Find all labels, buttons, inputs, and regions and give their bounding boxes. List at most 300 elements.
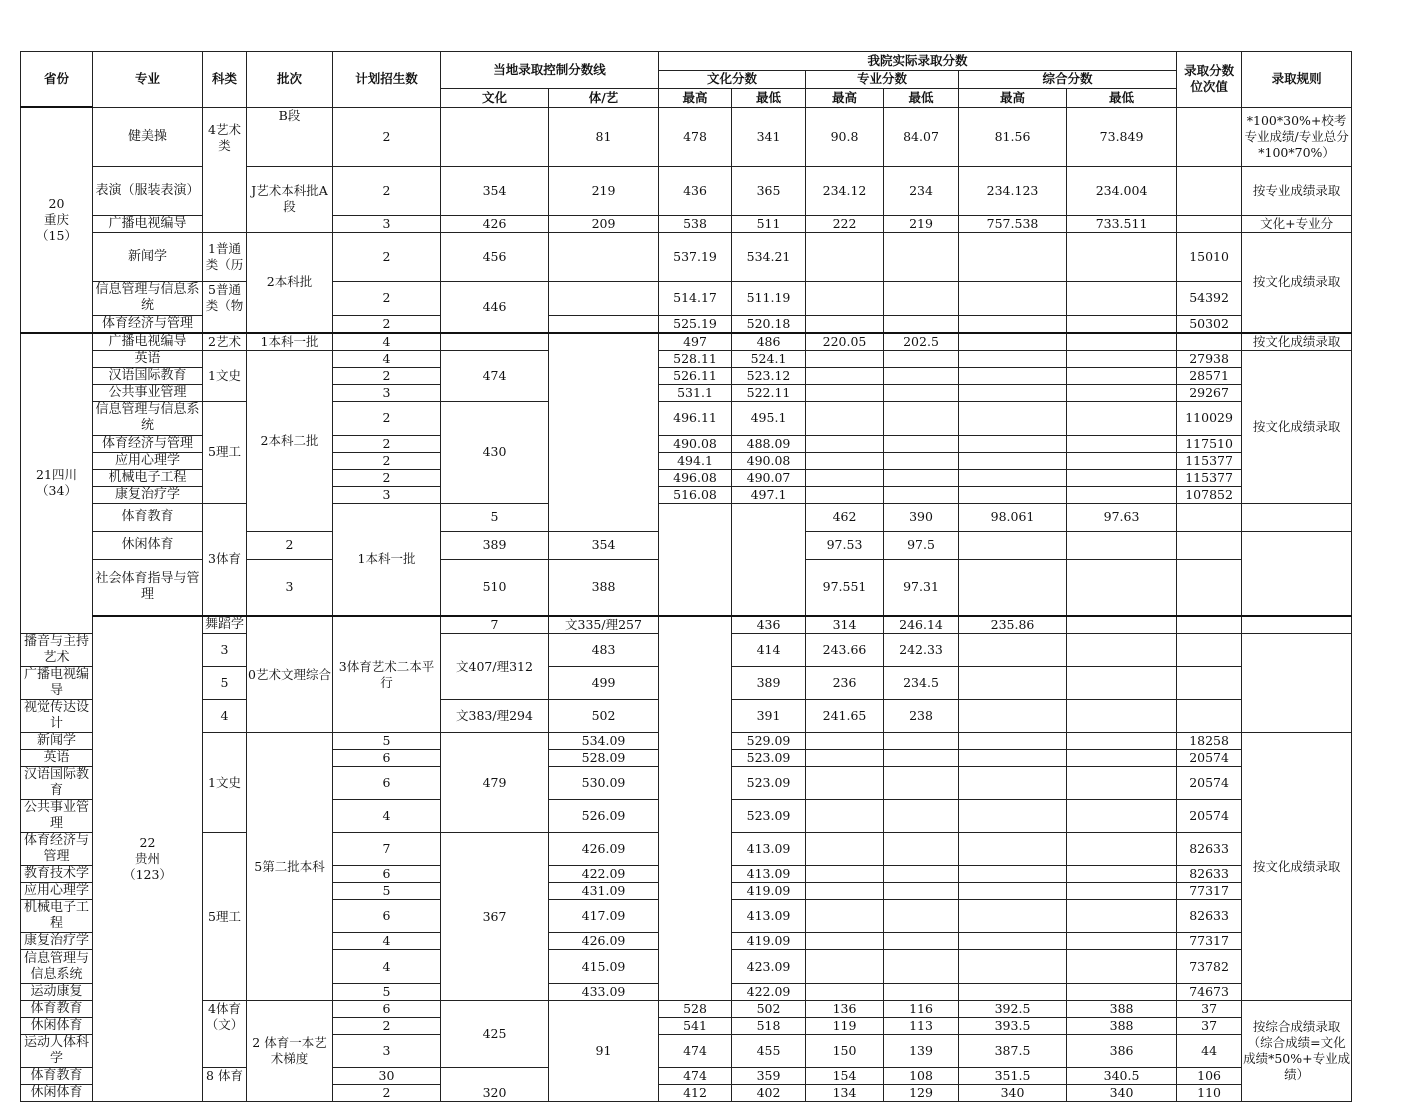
total-low-cell [1067, 767, 1177, 800]
culture-high-cell: 478 [659, 107, 732, 166]
culture-low-cell: 391 [732, 700, 806, 733]
batch-cell: 2 体育一本艺术梯度 [247, 1001, 333, 1102]
major-low-cell: 139 [884, 1035, 959, 1068]
major-high-cell: 243.66 [806, 634, 884, 667]
plan-cell: 5 [441, 503, 549, 531]
major-cell: 机械电子工程 [21, 900, 93, 933]
total-high-cell [959, 750, 1067, 767]
culture-high-cell: 502 [549, 700, 659, 733]
culture-line-cell: 430 [441, 401, 549, 503]
major-low-cell [884, 486, 959, 503]
culture-high-cell: 496.11 [659, 401, 732, 435]
col-batch: 批次 [247, 52, 333, 108]
total-low-cell [1067, 367, 1177, 384]
col-culture-score: 文化分数 [659, 70, 806, 89]
category-cell: 1文史 [203, 350, 247, 401]
major-high-cell [806, 733, 884, 750]
art-line-cell: 219 [549, 166, 659, 215]
major-high-cell: 98.061 [959, 503, 1067, 531]
major-high-cell: 150 [806, 1035, 884, 1068]
major-cell: 信息管理与信息系统 [93, 281, 203, 315]
culture-low-cell: 488.09 [732, 435, 806, 452]
major-high-cell: 236 [806, 667, 884, 700]
major-low-cell [884, 767, 959, 800]
total-low-cell [1067, 315, 1177, 333]
total-low-cell [1067, 634, 1177, 667]
culture-high-cell: 426.09 [549, 933, 659, 950]
culture-high-cell: 494.1 [659, 452, 732, 469]
total-low-cell [1067, 232, 1177, 281]
culture-low-cell: 422.09 [732, 984, 806, 1001]
major-high-cell: 97.551 [806, 559, 884, 616]
total-high-cell [959, 900, 1067, 933]
culture-high-cell: 537.19 [659, 232, 732, 281]
total-high-cell [959, 315, 1067, 333]
culture-high-cell: 538 [659, 215, 732, 232]
plan-cell: 2 [333, 166, 441, 215]
rule-cell: 按专业成绩录取 [1242, 166, 1352, 215]
table-row [21, 401, 1352, 435]
rank-cell: 82633 [1177, 866, 1242, 883]
major-high-cell [806, 767, 884, 800]
major-low-cell [884, 933, 959, 950]
culture-line-cell: 文383/理294 [441, 700, 549, 733]
rule-cell: 按文化成绩录取 [1242, 350, 1352, 503]
major-cell: 体育教育 [21, 1068, 93, 1085]
major-cell: 体育经济与管理 [93, 315, 203, 333]
major-low-cell: 242.33 [884, 634, 959, 667]
culture-high-cell: 526.11 [659, 367, 732, 384]
plan-cell: 3 [203, 634, 247, 667]
total-low-cell: 340 [1067, 1085, 1177, 1102]
rank-cell: 37 [1177, 1001, 1242, 1018]
plan-cell: 5 [333, 733, 441, 750]
plan-cell: 2 [333, 281, 441, 315]
table-row [21, 281, 1352, 315]
culture-high-cell: 510 [441, 559, 549, 616]
col-art-line: 体/艺 [549, 89, 659, 108]
culture-high-cell: 528 [659, 1001, 732, 1018]
rank-cell: 54392 [1177, 281, 1242, 315]
culture-line-cell: 425 [441, 1001, 549, 1068]
culture-high-cell: 415.09 [549, 950, 659, 984]
total-high-cell [959, 486, 1067, 503]
total-low-cell [1067, 833, 1177, 866]
category-cell: 5普通类（物 [203, 281, 247, 333]
batch-cell: 3体育艺术二本平行 [333, 616, 441, 733]
total-low-cell: 388 [1067, 1018, 1177, 1035]
culture-line-cell: 367 [441, 833, 549, 1001]
culture-high-cell: 534.09 [549, 733, 659, 750]
culture-high-cell: 462 [806, 503, 884, 531]
col-control-line: 当地录取控制分数线 [441, 52, 659, 89]
rank-cell: 44 [1177, 1035, 1242, 1068]
plan-cell: 6 [333, 767, 441, 800]
culture-low-cell: 341 [732, 107, 806, 166]
culture-high-cell: 516.08 [659, 486, 732, 503]
major-low-cell [884, 384, 959, 401]
culture-low-cell: 511 [732, 215, 806, 232]
plan-cell: 2 [333, 401, 441, 435]
major-cell: 休闲体育 [93, 531, 203, 559]
culture-low-cell: 419.09 [732, 883, 806, 900]
total-low-cell [1067, 866, 1177, 883]
major-high-cell [806, 367, 884, 384]
rank-cell: 73782 [1177, 950, 1242, 984]
total-low-cell [1067, 883, 1177, 900]
culture-low-cell: 490.07 [732, 469, 806, 486]
plan-cell: 4 [333, 933, 441, 950]
plan-cell: 7 [441, 616, 549, 634]
major-cell: 健美操 [93, 107, 203, 166]
culture-high-cell: 530.09 [549, 767, 659, 800]
rank-cell: 74673 [1177, 984, 1242, 1001]
total-low-cell [1067, 933, 1177, 950]
total-high-cell [959, 384, 1067, 401]
total-high-cell [959, 350, 1067, 367]
col-culture-low: 最低 [732, 89, 806, 108]
plan-cell: 2 [247, 531, 333, 559]
major-cell: 英语 [21, 750, 93, 767]
art-line-cell [732, 503, 806, 616]
plan-cell: 2 [333, 469, 441, 486]
plan-cell: 2 [333, 1018, 441, 1035]
batch-cell: 5第二批本科 [247, 733, 333, 1001]
rank-cell: 29267 [1177, 384, 1242, 401]
plan-cell: 4 [333, 333, 441, 351]
major-cell: 舞蹈学 [203, 616, 247, 634]
culture-high-cell: 499 [549, 667, 659, 700]
major-cell: 体育教育 [21, 1001, 93, 1018]
total-low-cell [1067, 950, 1177, 984]
major-low-cell [884, 950, 959, 984]
total-high-cell [959, 767, 1067, 800]
major-high-cell [806, 435, 884, 452]
major-cell: 休闲体育 [21, 1085, 93, 1102]
total-high-cell [959, 800, 1067, 833]
culture-line-cell: 426 [441, 215, 549, 232]
total-low-cell [1067, 384, 1177, 401]
major-low-cell [884, 866, 959, 883]
culture-low-cell: 529.09 [732, 733, 806, 750]
culture-low-cell: 365 [732, 166, 806, 215]
major-cell: 新闻学 [21, 733, 93, 750]
admission-scores-document [20, 51, 1352, 1102]
col-province: 省份 [21, 52, 93, 108]
rank-cell: 28571 [1177, 367, 1242, 384]
plan-cell: 2 [333, 367, 441, 384]
major-high-cell [806, 833, 884, 866]
culture-low-cell: 423.09 [732, 950, 806, 984]
plan-cell: 6 [333, 866, 441, 883]
total-low-cell [1067, 984, 1177, 1001]
total-high-cell [959, 833, 1067, 866]
culture-low-cell: 388 [549, 559, 659, 616]
culture-high-cell: 474 [659, 1068, 732, 1085]
culture-high-cell: 431.09 [549, 883, 659, 900]
rank-cell [1242, 616, 1352, 634]
plan-cell: 2 [333, 232, 441, 281]
major-high-cell: 234.12 [806, 166, 884, 215]
batch-cell: 1本科一批 [333, 503, 441, 616]
culture-low-cell: 490.08 [732, 452, 806, 469]
culture-high-cell: 412 [659, 1085, 732, 1102]
culture-high-cell: 541 [659, 1018, 732, 1035]
batch-cell: B段 [247, 107, 333, 166]
total-high-cell [959, 733, 1067, 750]
culture-line-cell [441, 107, 549, 166]
culture-high-cell: 526.09 [549, 800, 659, 833]
major-cell: 广播电视编导 [93, 215, 203, 232]
table-row [21, 107, 1352, 166]
total-high-cell [959, 531, 1067, 559]
culture-high-cell: 436 [732, 616, 806, 634]
category-cell: 4体育（文） [203, 1001, 247, 1068]
plan-cell: 5 [333, 883, 441, 900]
total-low-cell [1067, 350, 1177, 367]
batch-cell: 1本科一批 [247, 333, 333, 351]
major-low-cell [884, 800, 959, 833]
plan-cell: 4 [333, 800, 441, 833]
total-low-cell: 234.004 [1067, 166, 1177, 215]
culture-low-cell: 486 [732, 333, 806, 351]
province-cell: 20 重庆 （15） [21, 107, 93, 333]
category-cell: 0艺术文理综合 [247, 616, 333, 733]
plan-cell: 3 [333, 1035, 441, 1068]
major-high-cell [806, 452, 884, 469]
table-row [21, 1001, 1352, 1018]
plan-cell: 2 [333, 315, 441, 333]
rank-cell: 20574 [1177, 800, 1242, 833]
rule-cell: 按文化成绩录取 [1242, 333, 1352, 351]
major-low-cell [884, 435, 959, 452]
total-high-cell [959, 933, 1067, 950]
art-line-cell: 81 [549, 107, 659, 166]
major-cell: 康复治疗学 [93, 486, 203, 503]
total-low-cell [1067, 469, 1177, 486]
major-high-cell: 222 [806, 215, 884, 232]
culture-high-cell: 426.09 [549, 833, 659, 866]
total-high-cell: 340 [959, 1085, 1067, 1102]
total-high-cell: 351.5 [959, 1068, 1067, 1085]
major-cell: 休闲体育 [21, 1018, 93, 1035]
total-low-cell [1067, 333, 1177, 351]
plan-cell: 4 [333, 350, 441, 367]
culture-high-cell: 528.11 [659, 350, 732, 367]
total-low-cell: 733.511 [1067, 215, 1177, 232]
major-low-cell [884, 350, 959, 367]
major-high-cell [806, 315, 884, 333]
plan-cell: 5 [203, 667, 247, 700]
culture-line-cell: 320 [441, 1068, 549, 1102]
culture-high-cell: 531.1 [659, 384, 732, 401]
rank-cell: 110 [1177, 1085, 1242, 1102]
major-cell: 汉语国际教育 [21, 767, 93, 800]
culture-high-cell: 483 [549, 634, 659, 667]
art-line-cell [549, 281, 659, 315]
col-category: 科类 [203, 52, 247, 108]
rank-cell: 117510 [1177, 435, 1242, 452]
major-high-cell [806, 401, 884, 435]
major-high-cell [806, 950, 884, 984]
culture-line-cell: 479 [441, 733, 549, 833]
culture-line-cell: 474 [441, 350, 549, 401]
total-high-cell [959, 700, 1067, 733]
major-cell: 应用心理学 [93, 452, 203, 469]
major-high-cell [806, 232, 884, 281]
art-line-cell [549, 315, 659, 333]
major-cell: 广播电视编导 [93, 333, 203, 351]
major-high-cell: 136 [806, 1001, 884, 1018]
major-low-cell: 219 [884, 215, 959, 232]
rank-cell: 18258 [1177, 733, 1242, 750]
culture-high-cell: 389 [441, 531, 549, 559]
province-cell: 22 贵州 （123） [93, 616, 203, 1102]
rank-cell [1177, 700, 1242, 733]
culture-low-cell: 414 [732, 634, 806, 667]
col-major-score: 专业分数 [806, 70, 959, 89]
culture-high-cell: 528.09 [549, 750, 659, 767]
col-culture-line: 文化 [441, 89, 549, 108]
culture-line-cell: 456 [441, 232, 549, 281]
total-low-cell [1242, 503, 1352, 531]
rank-cell: 107852 [1177, 486, 1242, 503]
table-row [21, 503, 1352, 531]
major-high-cell [806, 486, 884, 503]
total-high-cell [959, 559, 1067, 616]
plan-cell: 30 [333, 1068, 441, 1085]
table-row [21, 350, 1352, 367]
rank-cell [1177, 559, 1242, 616]
total-low-cell [1067, 700, 1177, 733]
art-line-cell: 209 [549, 215, 659, 232]
major-cell: 体育经济与管理 [93, 435, 203, 452]
rank-cell [1177, 634, 1242, 667]
major-high-cell: 134 [806, 1085, 884, 1102]
total-high-cell [1067, 616, 1177, 634]
plan-cell: 3 [247, 559, 333, 616]
culture-high-cell: 474 [659, 1035, 732, 1068]
culture-low-cell: 518 [732, 1018, 806, 1035]
col-culture-high: 最高 [659, 89, 732, 108]
major-high-cell [806, 883, 884, 900]
col-total-score: 综合分数 [959, 70, 1177, 89]
major-cell: 广播电视编导 [21, 667, 93, 700]
rule-cell: 按文化成绩录取 [1242, 733, 1352, 1001]
plan-cell: 3 [333, 215, 441, 232]
total-low-cell: 388 [1067, 1001, 1177, 1018]
major-cell: 公共事业管理 [93, 384, 203, 401]
rank-cell [1177, 107, 1242, 166]
batch-cell: 2本科批 [247, 232, 333, 333]
total-high-cell [959, 232, 1067, 281]
table-row [21, 333, 1352, 351]
major-cell: 机械电子工程 [93, 469, 203, 486]
major-cell: 体育教育 [93, 503, 203, 531]
rank-cell: 115377 [1177, 452, 1242, 469]
rank-cell: 82633 [1177, 900, 1242, 933]
culture-low-cell: 359 [732, 1068, 806, 1085]
major-low-cell: 84.07 [884, 107, 959, 166]
total-low-cell: 386 [1067, 1035, 1177, 1068]
category-cell: 8 体育 [203, 1068, 247, 1102]
batch-cell: 2本科二批 [247, 350, 333, 531]
total-low-cell [1067, 452, 1177, 469]
major-low-cell [884, 281, 959, 315]
major-cell: 运动康复 [21, 984, 93, 1001]
culture-high-cell: 496.08 [659, 469, 732, 486]
culture-low-cell: 523.12 [732, 367, 806, 384]
culture-low-cell: 523.09 [732, 767, 806, 800]
major-low-cell: 234.5 [884, 667, 959, 700]
culture-line-cell: 354 [441, 166, 549, 215]
total-low-cell [1177, 616, 1242, 634]
category-cell: 1文史 [203, 733, 247, 833]
total-high-cell [959, 667, 1067, 700]
major-high-cell: 119 [806, 1018, 884, 1035]
rank-cell: 77317 [1177, 883, 1242, 900]
culture-low-cell: 534.21 [732, 232, 806, 281]
total-high-cell [959, 634, 1067, 667]
total-high-cell [959, 435, 1067, 452]
major-low-cell: 202.5 [884, 333, 959, 351]
total-high-cell [959, 984, 1067, 1001]
major-low-cell [884, 750, 959, 767]
rule-cell: 按文化成绩录取 [1242, 232, 1352, 333]
art-line-cell [659, 616, 732, 1001]
col-total-low: 最低 [1067, 89, 1177, 108]
culture-high-cell: 490.08 [659, 435, 732, 452]
major-cell: 英语 [93, 350, 203, 367]
major-low-cell [884, 452, 959, 469]
major-low-cell [884, 833, 959, 866]
table-row [21, 1068, 1352, 1085]
rank-cell [1177, 667, 1242, 700]
major-high-cell: 246.14 [884, 616, 959, 634]
culture-low-cell: 419.09 [732, 933, 806, 950]
culture-line-cell: 446 [441, 281, 549, 333]
major-cell: 表演（服装表演） [93, 166, 203, 215]
rank-cell: 50302 [1177, 315, 1242, 333]
major-high-cell [806, 900, 884, 933]
art-line-cell: 91 [549, 1001, 659, 1102]
major-high-cell [806, 281, 884, 315]
rank-cell: 20574 [1177, 767, 1242, 800]
category-cell: 5理工 [203, 401, 247, 503]
major-low-cell: 129 [884, 1085, 959, 1102]
major-low-cell: 97.63 [1067, 503, 1177, 531]
culture-low-cell: 524.1 [732, 350, 806, 367]
rule-cell: 文化+专业分 [1242, 215, 1352, 232]
category-cell: 4艺术类 [203, 107, 247, 232]
culture-low-cell: 389 [732, 667, 806, 700]
table-row [21, 232, 1352, 281]
culture-line-cell [659, 503, 732, 616]
category-cell: 5理工 [203, 833, 247, 1001]
culture-high-cell: 525.19 [659, 315, 732, 333]
plan-cell: 6 [333, 750, 441, 767]
total-low-cell [1067, 281, 1177, 315]
major-high-cell [806, 984, 884, 1001]
major-high-cell: 90.8 [806, 107, 884, 166]
col-total-high: 最高 [959, 89, 1067, 108]
major-cell: 体育经济与管理 [21, 833, 93, 866]
major-high-cell [806, 750, 884, 767]
total-high-cell [959, 883, 1067, 900]
rule-cell: 按综合成绩录取（综合成绩=文化成绩*50%+专业成绩） [1242, 1001, 1352, 1102]
culture-high-cell: 422.09 [549, 866, 659, 883]
total-high-cell [959, 367, 1067, 384]
